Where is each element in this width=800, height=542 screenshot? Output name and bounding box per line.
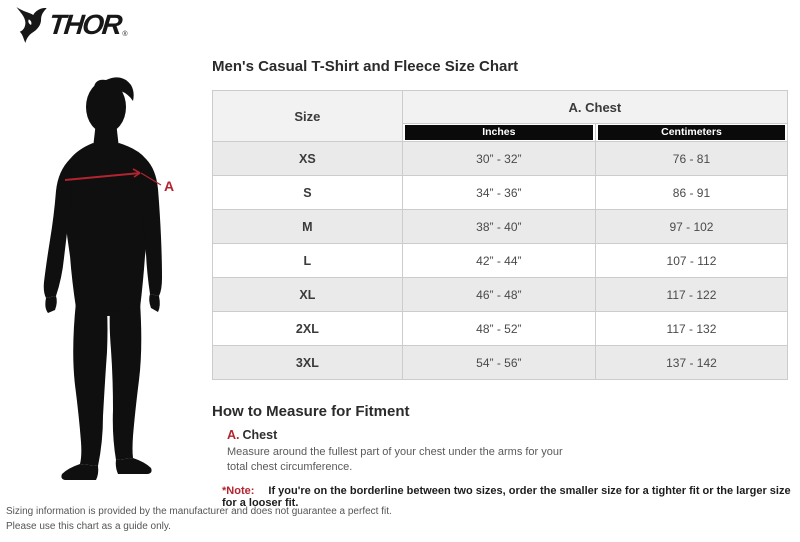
measure-item-description: Measure around the fullest part of your chest under the arms for your total chest circumference. <box>227 446 563 473</box>
measure-item-label: Chest <box>242 428 278 442</box>
table-row <box>213 312 788 346</box>
centimeters-cell: 117 - 132 <box>595 312 787 346</box>
inches-cell: 34” - 36” <box>402 176 595 210</box>
centimeters-subheader <box>595 124 787 142</box>
centimeters-cell: 137 - 142 <box>595 346 787 380</box>
inches-cell: 48” - 52” <box>402 312 595 346</box>
size-cell: XL <box>213 278 403 312</box>
page-title: Men's Casual T-Shirt and Fleece Size Chart <box>212 58 519 75</box>
registered-trademark-icon: ® <box>122 31 128 38</box>
inches-cell: 54” - 56” <box>402 346 595 380</box>
silhouette-body <box>44 77 162 480</box>
measure-item-chest <box>227 428 277 442</box>
note-text: If you're on the borderline between two sizes, order the smaller size for a tighter fit or the larger size for a looser fit. <box>222 485 791 509</box>
size-cell: L <box>213 244 403 278</box>
size-cell: XS <box>213 142 403 176</box>
size-cell: M <box>213 210 403 244</box>
disclaimer <box>6 505 392 534</box>
size-cell: 3XL <box>213 346 403 380</box>
table-row <box>213 278 788 312</box>
inches-cell: 30” - 32” <box>402 142 595 176</box>
centimeters-cell: 107 - 112 <box>595 244 787 278</box>
inches-cell: 46” - 48” <box>402 278 595 312</box>
centimeters-cell: 86 - 91 <box>595 176 787 210</box>
table-row <box>213 210 788 244</box>
inches-cell: 42” - 44” <box>402 244 595 278</box>
inches-label: Inches <box>405 125 593 140</box>
thor-logo <box>14 6 128 44</box>
disclaimer-line-1: Sizing information is provided by the manufacturer and does not guarantee a perfect fit. <box>6 506 392 517</box>
table-row <box>213 346 788 380</box>
brand-wordmark: THOR <box>47 9 123 40</box>
centimeters-label: Centimeters <box>598 125 785 140</box>
centimeters-cell: 76 - 81 <box>595 142 787 176</box>
measure-label-a: A <box>164 178 175 194</box>
table-row <box>213 244 788 278</box>
thor-horns-icon <box>14 6 48 44</box>
centimeters-cell: 117 - 122 <box>595 278 787 312</box>
male-silhouette <box>10 60 210 500</box>
size-cell: 2XL <box>213 312 403 346</box>
measure-item-key: A. <box>227 428 240 442</box>
size-cell: S <box>213 176 403 210</box>
size-column-header: Size <box>213 91 403 142</box>
note-label: *Note: <box>222 485 255 497</box>
disclaimer-line-2: Please use this chart as a guide only. <box>6 520 171 532</box>
header-row <box>213 91 788 124</box>
measure-section-heading: How to Measure for Fitment <box>212 403 410 420</box>
size-chart-table <box>212 90 788 380</box>
inches-cell: 38” - 40” <box>402 210 595 244</box>
table-row <box>213 142 788 176</box>
table-row <box>213 176 788 210</box>
chest-column-header: A. Chest <box>402 91 787 124</box>
centimeters-cell: 97 - 102 <box>595 210 787 244</box>
inches-subheader <box>402 124 595 142</box>
